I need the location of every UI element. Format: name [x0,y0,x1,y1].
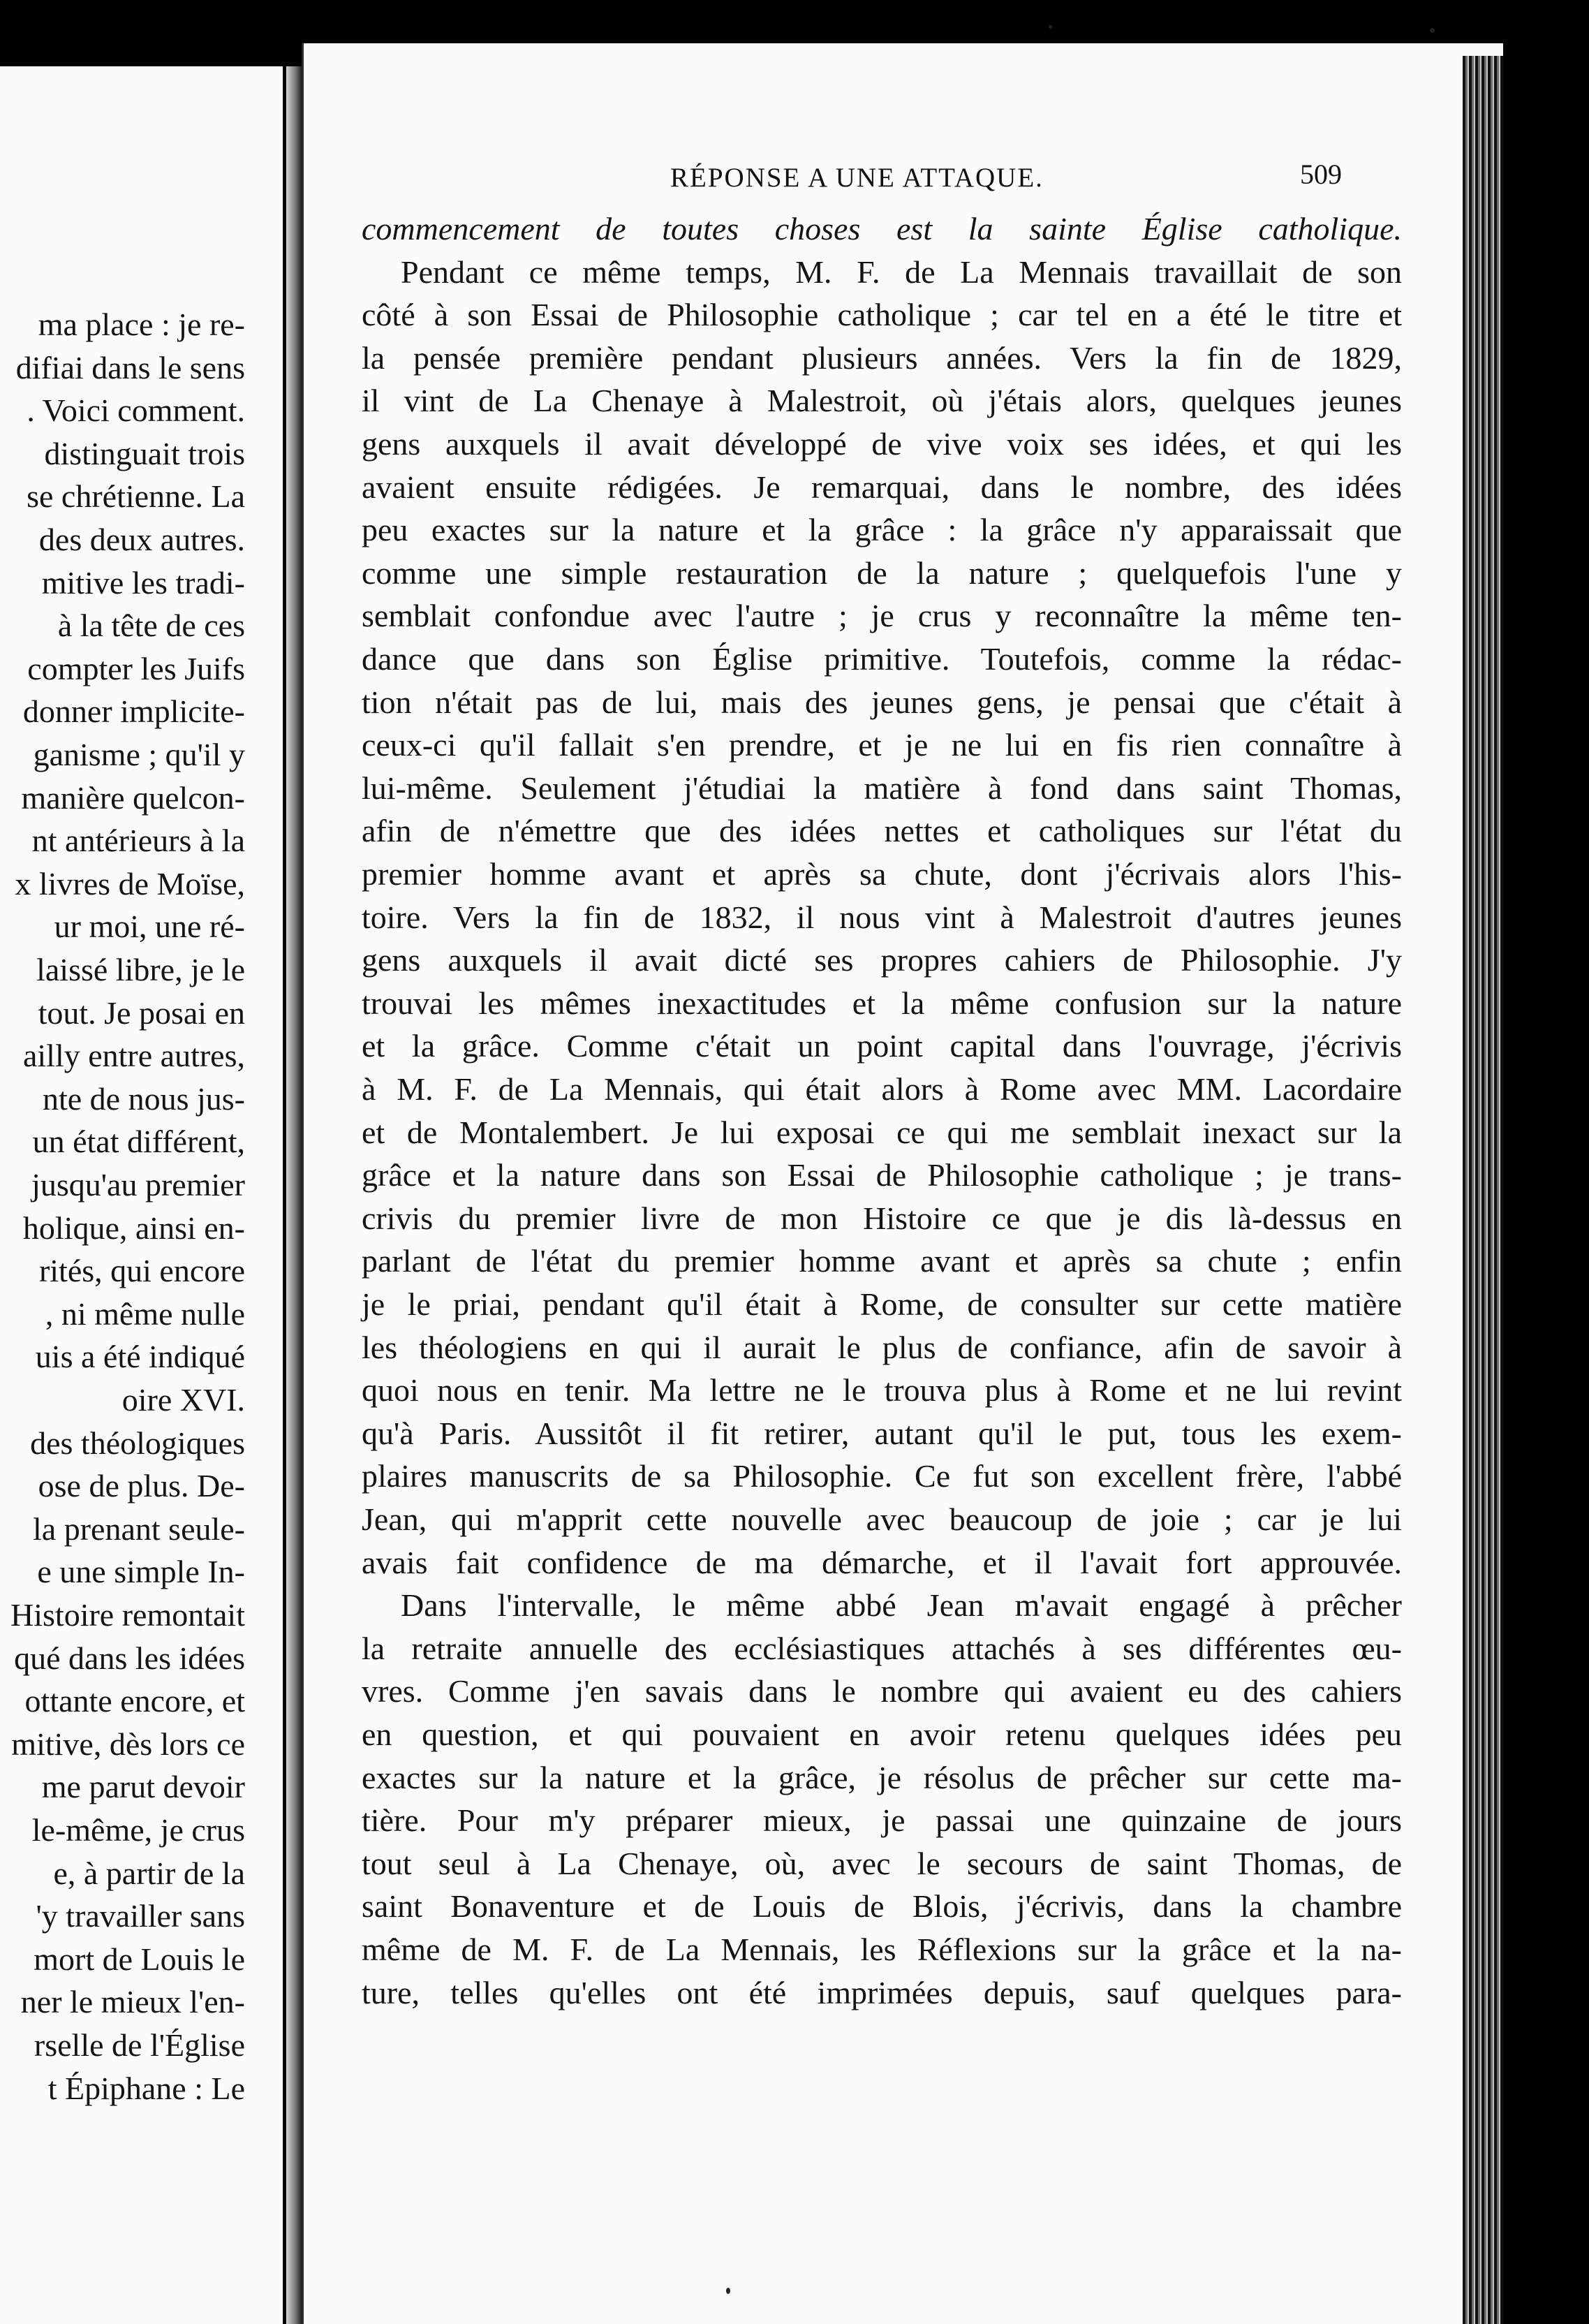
page-number: 509 [1300,159,1342,190]
running-head: RÉPONSE A UNE ATTAQUE. [670,163,1044,193]
left-text-line: qué dans les idées [14,1640,245,1676]
left-text-line: compter les Juifs [27,650,245,686]
left-text-line: rselle de l'Église [34,2027,245,2063]
right-text-line: je le priai, pendant qu'il était à Rome, de consulter sur cette matière [362,1286,1402,1322]
right-text-line: les théologiens en qui il aurait le plus de confiance, afin de savoir à [362,1329,1402,1365]
right-text-line: à M. F. de La Mennais, qui était alors à Rome avec MM. Lacordaire [362,1071,1402,1107]
right-text-line: commencement de toutes choses est la sainte Église catholique. [362,211,1402,247]
left-text-line: 'y travailler sans [36,1898,245,1934]
left-text-line: distinguait trois [44,435,245,471]
left-text-line: un état différent, [32,1124,245,1160]
right-text-line: tout seul à La Chenaye, où, avec le secours de saint Thomas, de [362,1845,1402,1881]
left-text-line: ma place : je re- [38,307,245,342]
right-text-line: côté à son Essai de Philosophie catholique ; car tel en a été le titre et [362,297,1402,333]
left-text-line: uis a été indiqué [35,1339,245,1375]
right-text-line: en question, et qui pouvaient en avoir retenu quelques idées peu [362,1716,1402,1752]
right-text-line: plaires manuscrits de sa Philosophie. Ce fut son excellent frère, l'abbé [362,1458,1402,1494]
dust-speck [726,2288,730,2294]
right-text-line: la retraite annuelle des ecclésiastiques attachés à ses différentes œu- [362,1630,1402,1666]
right-text-line: tion n'était pas de lui, mais des jeunes gens, je pensai que c'était à [362,684,1402,720]
left-text-line: Histoire remontait [10,1597,245,1633]
right-text-line: et la grâce. Comme c'était un point capital dans l'ouvrage, j'écrivis [362,1028,1402,1064]
right-text-line: avaient ensuite rédigées. Je remarquai, dans le nombre, des idées [362,469,1402,505]
left-text-line: jusqu'au premier [31,1167,245,1203]
left-text-line: la prenant seule- [33,1510,245,1547]
left-text-line: se chrétienne. La [27,478,245,515]
right-text-line: vres. Comme j'en savais dans le nombre qui avaient eu des cahiers [362,1673,1402,1709]
dust-speck [1430,28,1435,33]
dust-speck [1049,25,1052,29]
right-text-line: lui-même. Seulement j'étudiai la matière à fond dans saint Thomas, [362,770,1402,806]
gutter-shadow [286,66,302,2324]
left-text-line: . Voici comment. [27,392,245,429]
right-text-line: la pensée première pendant plusieurs années. Vers la fin de 1829, [362,339,1402,376]
right-text-line: Pendant ce même temps, M. F. de La Mennais travaillait de son [401,253,1402,290]
left-text-line: e, à partir de la [53,1855,245,1891]
left-text-line: ganisme ; qu'il y [33,737,245,772]
right-text-line: gens auxquels il avait développé de vive voix ses idées, et qui les [362,426,1402,462]
left-text-line: nte de nous jus- [42,1080,245,1117]
right-text-line: trouvai les mêmes inexactitudes et la même confusion sur la nature [362,985,1402,1021]
right-text-line: comme une simple restauration de la nature ; quelquefois l'une y [362,554,1402,591]
left-text-line: ailly entre autres, [22,1038,245,1074]
right-text-line: gens auxquels il avait dicté ses propres cahiers de Philosophie. J'y [362,942,1402,978]
left-page [0,66,283,2324]
right-text-line: peu exactes sur la nature et la grâce : la grâce n'y apparaissait que [362,512,1402,548]
left-text-line: ottante encore, et [24,1683,245,1719]
left-text-line: me parut devoir [41,1769,245,1805]
left-text-line: difiai dans le sens [15,349,245,385]
right-text-line: saint Bonaventure et de Louis de Blois, j'écrivis, dans la chambre [362,1888,1402,1925]
left-text-line: le-même, je crus [31,1812,245,1848]
left-text-line: manière quelcon- [21,779,245,816]
right-text-line: même de M. F. de La Mennais, les Réflexions sur la grâce et la na- [362,1932,1402,1967]
left-text-line: des deux autres. [38,522,245,557]
right-text-line: ceux-ci qu'il fallait s'en prendre, et je ne lui en fis rien connaître à [362,727,1402,763]
right-text-line: toire. Vers la fin de 1832, il nous vint à Malestroit d'autres jeunes [362,899,1402,935]
left-text-line: ur moi, une ré- [54,909,245,945]
left-text-line: ose de plus. De- [38,1468,245,1504]
right-text-line: Jean, qui m'apprit cette nouvelle avec beaucoup de joie ; car je lui [362,1501,1402,1537]
right-text-line: il vint de La Chenaye à Malestroit, où j'étais alors, quelques jeunes [362,383,1402,419]
left-text-line: laissé libre, je le [36,952,245,987]
left-text-line: oire XVI. [121,1382,245,1418]
right-text-line: semblait confondue avec l'autre ; je crus y reconnaître la même ten- [362,598,1402,634]
left-text-line: mort de Louis le [34,1941,245,1977]
left-text-line: nt antérieurs à la [31,823,245,859]
right-text-line: dance que dans son Église primitive. Toutefois, comme la rédac- [362,641,1402,677]
left-text-line: mitive, dès lors ce [11,1726,245,1762]
left-text-line: ner le mieux l'en- [20,1984,245,2020]
page-edges [1463,56,1503,2324]
left-text-line: rités, qui encore [38,1253,245,1289]
right-text-line: afin de n'émettre que des idées nettes et catholiques sur l'état du [362,813,1402,849]
right-text-line: ture, telles qu'elles ont été imprimées depuis, sauf quelques para- [362,1974,1402,2010]
right-text-line: parlant de l'état du premier homme avant et après sa chute ; enfin [362,1243,1402,1279]
right-text-line: qu'à Paris. Aussitôt il fit retirer, autant qu'il le put, tous les exem- [362,1415,1402,1451]
right-text-line: avais fait confidence de ma démarche, et il l'avait fort approuvée. [362,1544,1402,1580]
left-text-line: e une simple In- [37,1554,245,1590]
left-text-line: des théologiques [30,1425,245,1461]
left-text-line: tout. Je posai en [38,994,245,1031]
right-text-line: grâce et la nature dans son Essai de Philosophie catholique ; je trans- [362,1157,1402,1193]
left-text-line: donner implicite- [22,693,245,730]
left-text-line: holique, ainsi en- [22,1209,245,1246]
right-text-line: et de Montalembert. Je lui exposai ce qui me semblait inexact sur la [362,1114,1402,1150]
left-text-line: mitive les tradi- [41,564,245,601]
right-text-line: Dans l'intervalle, le même abbé Jean m'avait engagé à prêcher [401,1587,1402,1624]
right-text-line: tière. Pour m'y préparer mieux, je passai une quinzaine de jours [362,1802,1402,1839]
right-text-line: crivis du premier livre de mon Histoire ce que je dis là-dessus en [362,1200,1402,1236]
left-text-line: , ni même nulle [45,1295,245,1332]
left-text-line: à la tête de ces [57,608,245,644]
right-text-line: exactes sur la nature et la grâce, je résolus de prêcher sur cette ma- [362,1759,1402,1795]
right-text-line: quoi nous en tenir. Ma lettre ne le trouva plus à Rome et ne lui revint [362,1372,1402,1409]
left-text-line: x livres de Moïse, [15,865,245,902]
left-text-line: t Épiphane : Le [47,2070,245,2106]
right-text-line: premier homme avant et après sa chute, dont j'écrivais alors l'his- [362,856,1402,892]
